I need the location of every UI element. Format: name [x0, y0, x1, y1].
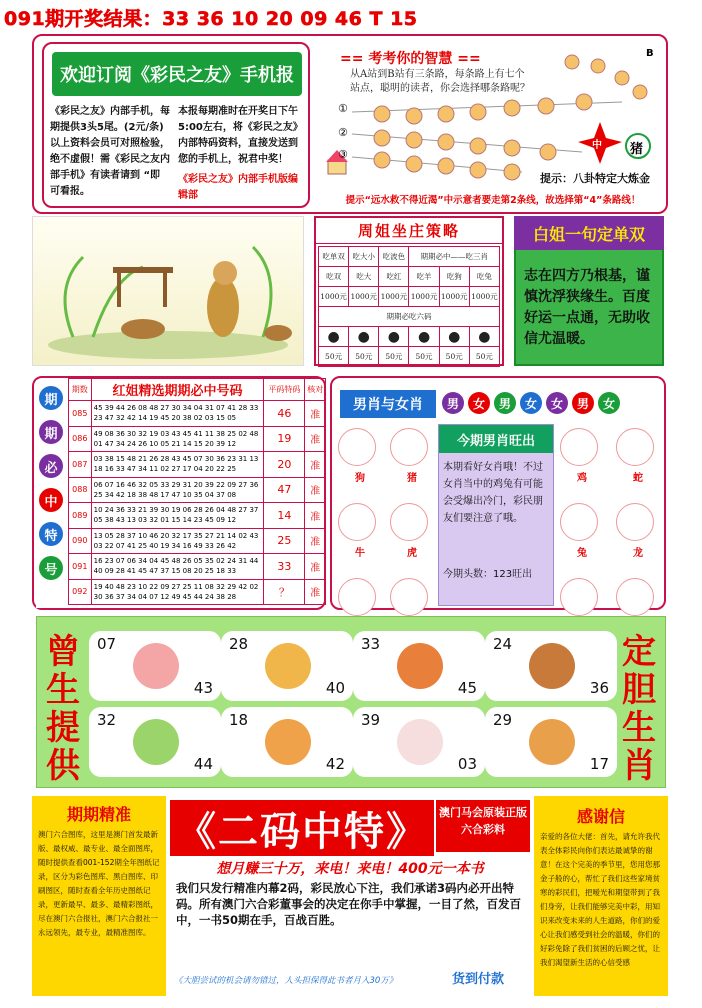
row-issue: 085: [69, 401, 92, 427]
row-issue: 089: [69, 503, 92, 529]
row-code: 46: [264, 401, 305, 427]
middle-section: [32, 214, 668, 372]
mf-mid-text: 本期看好女肖哦！不过女肖当中的鸡兔有可能会受爆出冷门，彩民朋友们要注意了哦。: [443, 462, 543, 524]
zodiac-animal-icon: [133, 719, 179, 765]
zodiac-label: 鸡: [577, 473, 587, 484]
right-vertical-text: [619, 633, 659, 785]
col-title: 红姐精选期期必中号码: [91, 379, 264, 401]
zodiac-label: 牛: [355, 548, 365, 559]
table-row: [69, 579, 326, 605]
zhou-cell: 50元: [409, 347, 439, 367]
zodiac-animal-icon: [338, 503, 376, 541]
page-title: 091期开奖结果：33 36 10 20 09 46 T 15: [4, 8, 418, 30]
gender-circle: 女: [520, 392, 542, 414]
row-nums: 10 24 36 33 21 39 30 19 06 28 26 04 48 27 37 05 38 43 13 03 32 01 15 14 23 45 09 12: [91, 503, 264, 529]
vertical-label: [36, 380, 66, 608]
vertical-char: 必: [39, 454, 63, 478]
zodiac-animal-icon: [390, 428, 428, 466]
route-2: ②: [338, 126, 348, 139]
emz-subheading: 想月赚三十万，来电！来电！400元一本书: [216, 861, 484, 877]
zhou-cell: 50元: [349, 347, 379, 367]
table-row: [69, 401, 326, 427]
row-nums: 45 39 44 26 08 48 27 30 34 04 31 07 41 28 33 23 47 32 42 14 19 45 20 38 02 03 15 05: [91, 401, 264, 427]
zodiac-animal-icon: [616, 578, 654, 616]
zhou-cell: 1000元: [319, 287, 349, 307]
house-icon: [328, 160, 346, 174]
vertical-char: 肖: [622, 746, 656, 786]
thanks-box: [534, 796, 668, 996]
vertical-char: 号: [39, 556, 63, 580]
card-num-bottom: 17: [589, 755, 609, 773]
gender-circle: 男: [494, 392, 516, 414]
row-check: 准: [305, 477, 326, 503]
row-check: 准: [305, 528, 326, 554]
thanks-heading: 感谢信: [576, 807, 625, 826]
row-check: 准: [305, 426, 326, 452]
route-1: ①: [338, 102, 348, 115]
zhou-cell: 吃羊: [409, 267, 439, 287]
zodiac-card: [221, 707, 353, 777]
zhou-strategy-box: [314, 216, 504, 366]
zhou-cell: 50元: [469, 347, 499, 367]
card-num-bottom: 45: [457, 679, 477, 697]
row-issue: 086: [69, 426, 92, 452]
row-issue: 088: [69, 477, 92, 503]
zodiac-label: 龙: [633, 548, 643, 559]
row-code: 14: [264, 503, 305, 529]
zodiac-label: 兔: [577, 548, 587, 559]
zhou-cell: 1000元: [469, 287, 499, 307]
dot-icon: ●: [469, 327, 499, 347]
card-num-bottom: 44: [193, 755, 213, 773]
card-num-top: 39: [361, 711, 381, 729]
vertical-char: 期: [39, 420, 63, 444]
mf-heading: 男肖与女肖: [340, 390, 436, 418]
vertical-char: 中: [39, 488, 63, 512]
zodiac-card: [485, 631, 617, 701]
zodiac-animal-icon: [560, 503, 598, 541]
zodiac-animal-icon: [616, 503, 654, 541]
row-issue: 090: [69, 528, 92, 554]
puzzle-badge: 中: [592, 140, 602, 151]
card-num-top: 07: [97, 635, 117, 653]
col-code: 平码特码: [264, 379, 305, 401]
card-num-bottom: 43: [193, 679, 213, 697]
row-nums: 03 38 15 48 21 26 28 43 45 07 30 36 23 31 13 18 16 33 47 34 11 02 27 17 04 20 22 25: [91, 452, 264, 478]
card-num-top: 24: [493, 635, 513, 653]
red-sister-box: [32, 376, 326, 610]
zodiac-card: [485, 707, 617, 777]
zodiac-animal-icon: [338, 578, 376, 616]
zhou-cell: 1000元: [439, 287, 469, 307]
row-nums: 06 07 16 46 32 05 33 29 31 20 39 22 09 27 36 25 34 42 18 38 48 17 47 10 35 04 37 08: [91, 477, 264, 503]
zhou-cell: 吃大: [349, 267, 379, 287]
zhou-cell: 吃大小: [349, 247, 379, 267]
vertical-char: 胆: [622, 670, 656, 710]
male-female-box: [330, 376, 666, 610]
row-check: 准: [305, 554, 326, 580]
subscribe-sign: 《彩民之友》内部手机版编辑部: [178, 174, 298, 201]
zodiac-animal-icon: [529, 719, 575, 765]
table-row: [69, 426, 326, 452]
zhou-cell: 吃双: [319, 267, 349, 287]
zhou-cell: 吃波色: [379, 247, 409, 267]
zodiac-animal-icon: [390, 578, 428, 616]
gender-circle: 男: [572, 392, 594, 414]
zhou-cell: 1000元: [349, 287, 379, 307]
table-row: [69, 528, 326, 554]
row-nums: 49 08 36 30 32 19 03 43 45 41 11 38 25 02 48 01 47 34 24 26 10 05 21 14 15 20 39 12: [91, 426, 264, 452]
red-sister-table: [68, 378, 326, 605]
row-nums: 16 23 07 06 34 04 45 48 26 05 35 02 24 31 44 40 09 28 41 45 47 37 15 08 20 25 18 33: [91, 554, 264, 580]
dot-icon: ●: [379, 327, 409, 347]
zodiac-label: 虎: [407, 548, 417, 559]
zodiac-stations-icon: [374, 55, 647, 180]
monkey-scene-icon: [33, 217, 303, 365]
table-row: [69, 554, 326, 580]
zodiac-animal-icon: [616, 428, 654, 466]
vertical-char: 曾: [46, 632, 80, 672]
thanks-text: 亲爱的各位大佬：首先，请允许我代表全体彩民向你们表达最诚挚的谢意！在这个完美的季节里，您用您那金子般的心，帮忙了我们这些家境贫寒的彩民们，把嗳光和期望带到了我们身旁，让我们能够完美中彩，用知识来改变未来的人生道路，你们的爱心让我们感受到社会的温暖，你们的好彩免除了我们贫困的后顾之忧，让我们渴望新生活的心信受感: [540, 832, 660, 967]
zodiac-label: 猪: [407, 473, 417, 484]
vertical-char: 生: [622, 708, 656, 748]
route-3: ③: [338, 148, 348, 161]
qq-text: 澳门六合图库，这里是澳门首发最新版、最权威、最专业、最全面图库，随时提供查看001-152期全年图纸记录，区分为彩色图库、黑白图库、印刷图区，随时查看全年历史图纸记录，更新最早、最多、最精彩图纸，尽在澳门六合报社，澳门六合报社一永远领先，最专业，最精准图库。: [38, 830, 160, 937]
gender-circle: 女: [598, 392, 620, 414]
qq-box: [32, 796, 166, 996]
mf-middle: [438, 424, 554, 606]
zhou-cell: 1000元: [379, 287, 409, 307]
row-code: 19: [264, 426, 305, 452]
zhou-heading: 周姐坐庄策略: [316, 218, 502, 244]
bai-box: [514, 216, 664, 366]
table-row: [69, 452, 326, 478]
zhou-cell: 50元: [379, 347, 409, 367]
subscribe-left-text: 《彩民之友》内部手机，每期提供3头5尾。(2元/条)以上资料会员可对照检验，绝不虚假！需《彩民之友内部手机》有读者请到 “即可看报。: [50, 106, 170, 197]
vertical-char: 提: [46, 708, 80, 748]
table-row: [69, 477, 326, 503]
left-vertical-text: [43, 633, 83, 785]
emz-right: 澳门马会原装正版六合彩料: [436, 800, 530, 852]
zodiac-card: [353, 631, 485, 701]
card-num-top: 33: [361, 635, 381, 653]
row-check: 准: [305, 401, 326, 427]
card-num-bottom: 36: [589, 679, 609, 697]
puzzle-hint: 提示：八卦特定大炼金: [540, 172, 650, 185]
subscribe-box: [42, 42, 310, 208]
card-num-top: 28: [229, 635, 249, 653]
card-num-bottom: 40: [325, 679, 345, 697]
vertical-char: 定: [622, 632, 656, 672]
puzzle-heading: == 考考你的智慧 ==: [340, 51, 481, 67]
gender-circle: 女: [546, 392, 568, 414]
table-row: [69, 503, 326, 529]
row-nums: 13 05 28 37 10 46 20 32 17 35 27 21 14 02 43 03 22 07 41 25 40 19 34 16 49 33 26 42: [91, 528, 264, 554]
card-num-top: 29: [493, 711, 513, 729]
card-num-top: 18: [229, 711, 249, 729]
zhou-cell: 期期必吃六码: [319, 307, 500, 327]
gender-circles: [442, 392, 620, 414]
zodiac-card: [353, 707, 485, 777]
zodiac-animal-icon: [397, 719, 443, 765]
puzzle-bottom-text: 提示“远水救不得近渴”中示意者要走第2条线，故选择第“4”条路线！: [345, 195, 641, 206]
zhou-cell: 吃单双: [319, 247, 349, 267]
zhou-table: [318, 246, 500, 367]
row-code: 20: [264, 452, 305, 478]
gender-circle: 男: [442, 392, 464, 414]
zhou-cell: 50元: [319, 347, 349, 367]
row-code: ？: [264, 579, 305, 605]
card-num-top: 32: [97, 711, 117, 729]
zodiac-label: 蛇: [633, 473, 643, 484]
zhou-cell: 吃兔: [469, 267, 499, 287]
zhou-cell: 吃红: [379, 267, 409, 287]
zodiac-animal-icon: [133, 643, 179, 689]
puzzle-text: 从A站到B站有三条路，每条路上有七个站点，聪明的读者，你会选择哪条路呢？: [350, 69, 530, 94]
col-check: 核对: [305, 379, 326, 401]
row-code: 47: [264, 477, 305, 503]
row-code: 25: [264, 528, 305, 554]
row-check: 准: [305, 579, 326, 605]
zhou-cell: 吃狗: [439, 267, 469, 287]
row-check: 准: [305, 503, 326, 529]
zodiac-card: [221, 631, 353, 701]
emz-heading: 《二码中特》: [170, 800, 434, 856]
vertical-char: 期: [39, 386, 63, 410]
zodiac-animal-icon: [560, 428, 598, 466]
zhou-cell: 期期必中——吃三肖: [409, 247, 500, 267]
zodiac-card: [89, 707, 221, 777]
row-check: 准: [305, 452, 326, 478]
row-issue: 087: [69, 452, 92, 478]
subscribe-heading: 欢迎订阅《彩民之友》手机报: [52, 52, 302, 96]
scene-illustration: [32, 216, 304, 366]
zodiac-band: [36, 616, 666, 788]
row-issue: 091: [69, 554, 92, 580]
zodiac-animal-icon: [265, 643, 311, 689]
bai-heading: 白姐一句定单双: [514, 216, 664, 250]
zodiac-animal-icon: [560, 578, 598, 616]
cod-button[interactable]: 货到付款: [452, 972, 505, 987]
top-section: [32, 34, 668, 214]
zodiac-animal-icon: [529, 643, 575, 689]
dot-icon: ●: [319, 327, 349, 347]
bai-text: 志在四方乃根基，谨慎沈浮狭缘生。百度好运一点通，无助收信尤温暖。: [524, 268, 650, 347]
zodiac-animal-icon: [338, 428, 376, 466]
dot-icon: ●: [349, 327, 379, 347]
puzzle-b-label: B: [646, 48, 654, 59]
zodiac-animal-icon: [265, 719, 311, 765]
bottom-section: [32, 796, 668, 996]
mf-mid-heading: 今期男肖旺出: [439, 425, 553, 453]
row-issue: 092: [69, 579, 92, 605]
row-code: 33: [264, 554, 305, 580]
row-nums: 19 40 48 23 10 22 09 27 25 11 08 32 29 42 02 30 36 37 34 04 07 12 49 45 44 24 38 28: [91, 579, 264, 605]
subscribe-right-text: 本报每期准时在开奖日下午5:00左右，将《彩民之友》内部特码资料，直接发送到您的手机上，祝君中奖！: [178, 106, 303, 165]
zodiac-card: [89, 631, 221, 701]
vertical-char: 生: [46, 670, 80, 710]
gender-circle: 女: [468, 392, 490, 414]
puzzle-box: [322, 42, 664, 208]
col-issue: 期数: [69, 379, 92, 401]
zhou-cell: 1000元: [409, 287, 439, 307]
dot-icon: ●: [409, 327, 439, 347]
vertical-char: 供: [46, 746, 80, 786]
zodiac-label: 狗: [355, 473, 365, 484]
dot-icon: ●: [439, 327, 469, 347]
emz-text: 我们只发行精准内幕2码，彩民放心下注，我们承诺3码内必开出特码。所有澳门六合彩董事会的决定在你手中掌握，一目了然，百发百中，一书50期在手，百战百胜。: [176, 881, 521, 927]
zhou-cell: 50元: [439, 347, 469, 367]
zodiac-animal-icon: [390, 503, 428, 541]
emz-foot: 《大胆尝试的机会请勿错过，人头担保得此书者月入30万》: [174, 976, 398, 986]
zodiac-animal-icon: [397, 643, 443, 689]
vertical-char: 特: [39, 522, 63, 546]
card-num-bottom: 42: [325, 755, 345, 773]
qq-heading: 期期精准: [66, 805, 131, 824]
mf-mid-foot: 今期头数：123旺出: [443, 569, 533, 580]
puzzle-answer: 猪: [630, 142, 644, 157]
card-num-bottom: 03: [457, 755, 477, 773]
emz-box: [166, 796, 534, 996]
